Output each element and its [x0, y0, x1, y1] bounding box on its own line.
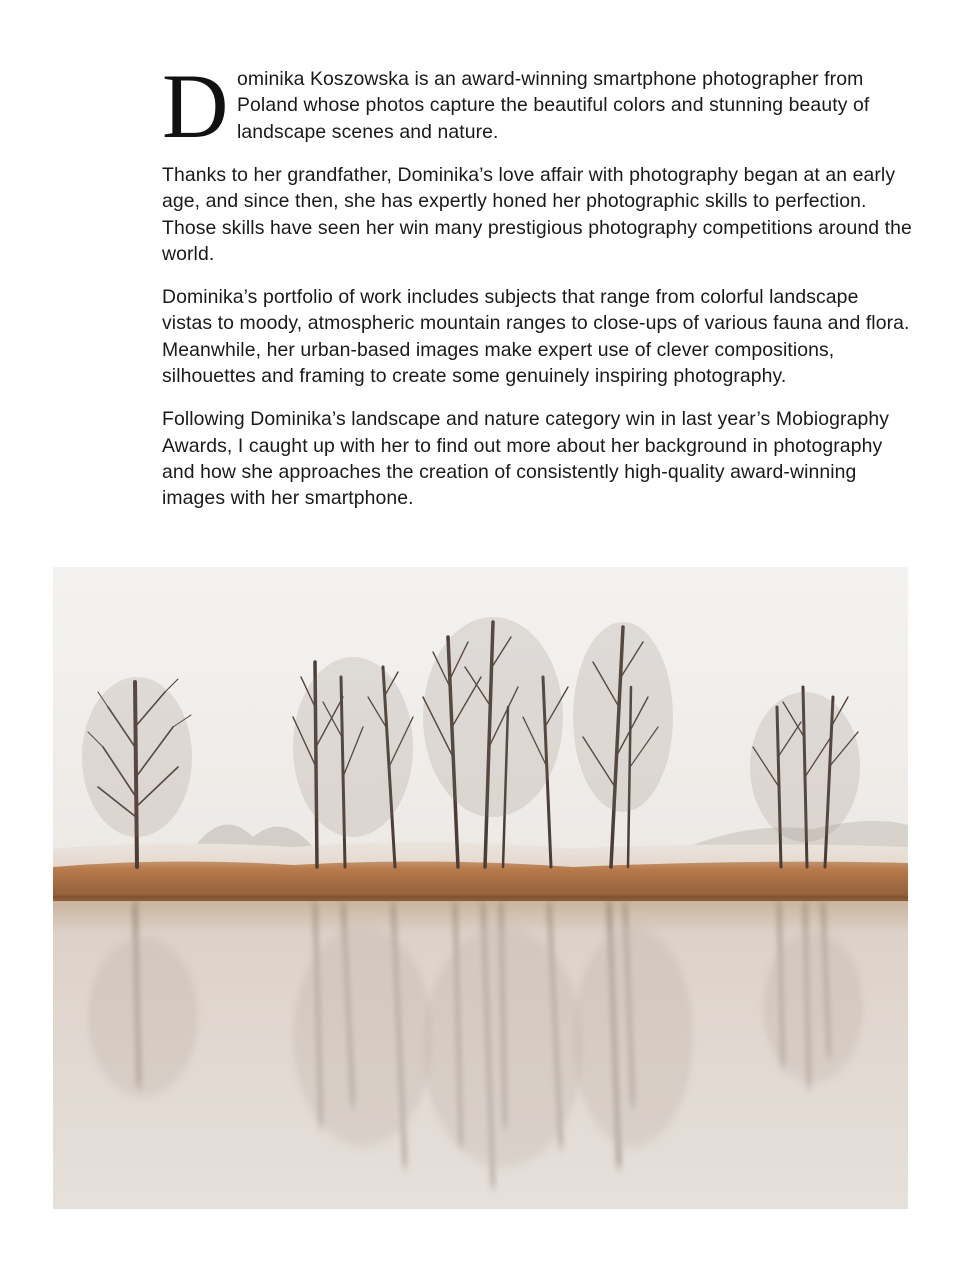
- paragraph-3: Dominika’s portfolio of work includes subjects that range from colorful landscape vistas to moody, atmospheric mountain ranges to close-ups of various fauna and flora. Meanwhile, her urban-based images make expert use of clever compositions, silhouettes and framing to create some genuinely inspiring photography.: [162, 286, 910, 388]
- lead-text: ominika Koszowska is an award-winning smartphone photographer from Poland whose photos capture the beautiful colors and stunning beauty of landscape scenes and nature.: [237, 68, 870, 143]
- article-body: [162, 55, 912, 529]
- paragraph-4: Following Dominika’s landscape and nature category win in last year’s Mobiography Awards, I caught up with her to find out more about her background in photography and how she approaches the creation of consistently high-quality award-winning images with her smartphone.: [162, 408, 890, 510]
- drop-cap: D: [162, 55, 229, 157]
- paragraph-2: Thanks to her grandfather, Dominika’s love affair with photography began at an early age, and since then, she has expertly honed her photographic skills to perfection. Those skills have seen her win many prestigious photography competitions around the world.: [162, 164, 912, 265]
- lead-paragraph: [162, 55, 912, 157]
- landscape-illustration: [53, 567, 908, 1209]
- landscape-photo: [53, 567, 908, 1209]
